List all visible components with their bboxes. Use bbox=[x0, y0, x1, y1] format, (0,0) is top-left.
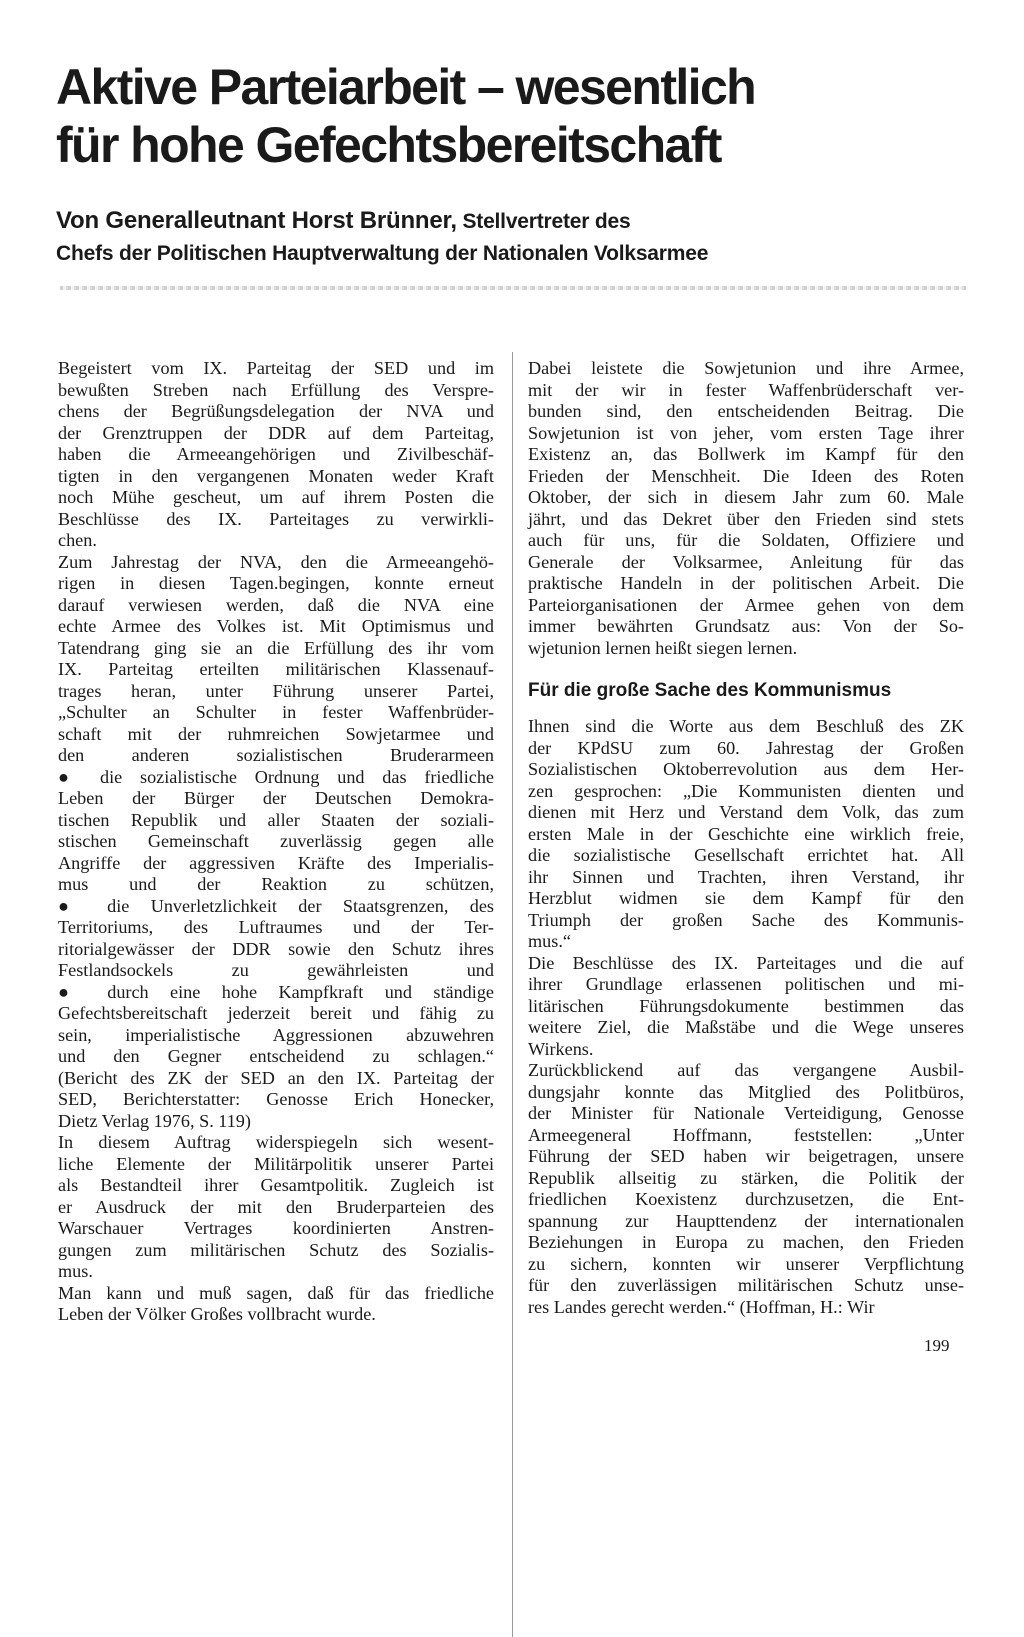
text-line: den anderen sozialistischen Bruderarmeen bbox=[58, 745, 494, 765]
text-line: Republik allseitig zu stärken, die Politik der bbox=[528, 1167, 964, 1188]
text-line: Sowjetunion ist von jeher, vom ersten Tage ihrer bbox=[528, 422, 964, 443]
text-line: trages heran, unter Führung unserer Partei, bbox=[58, 680, 494, 701]
text-line: mit der wir in fester Waffenbrüderschaft ver- bbox=[528, 379, 964, 400]
text-line: Begeistert vom IX. Parteitag der SED und im bbox=[58, 358, 494, 378]
text-line: Generale der Volksarmee, Anleitung für das bbox=[528, 551, 964, 572]
text-line: weitere Ziel, die Maßstäbe und die Wege unseres bbox=[528, 1017, 964, 1037]
text-line: chen. bbox=[58, 530, 97, 550]
text-line: mus. bbox=[58, 1261, 93, 1281]
text-line: die sozialistische Gesellschaft errichtet hat. All bbox=[528, 845, 964, 865]
text-line: liche Elemente der Militärpolitik unserer Partei bbox=[58, 1153, 494, 1174]
text-line: mus.“ bbox=[528, 931, 571, 951]
separator-rule bbox=[60, 286, 966, 290]
text-line: Angriffe der aggressiven Kräfte des Imperialis- bbox=[58, 852, 494, 873]
text-line: spannung zur Haupttendenz der internationalen bbox=[528, 1210, 964, 1231]
text-line: Oktober, der sich in diesem Jahr zum 60. Male bbox=[528, 487, 964, 507]
text-line: Dabei leistete die Sowjetunion und ihre Armee, bbox=[528, 358, 964, 378]
text-line: Beziehungen in Europa zu machen, den Frieden bbox=[528, 1232, 964, 1252]
article-title bbox=[56, 58, 996, 174]
text-line: friedlichen Koexistenz durchzusetzen, die Ent- bbox=[528, 1189, 964, 1209]
text-line: der Minister für Nationale Verteidigung, Genosse bbox=[528, 1103, 964, 1123]
text-line: tischen Republik und aller Staaten der soziali- bbox=[58, 809, 494, 830]
text-line: tigten in den vergangenen Monaten weder Kraft bbox=[58, 465, 494, 486]
text-line: für den zuverlässigen militärischen Schutz unse- bbox=[528, 1275, 964, 1295]
text-line: (Bericht des ZK der SED an den IX. Parteitag der bbox=[58, 1067, 494, 1088]
text-line: zen gesprochen: „Die Kommunisten dienten und bbox=[528, 780, 964, 801]
text-line: ritorialgewässer der DDR sowie den Schutz ihres bbox=[58, 938, 494, 959]
text-line: bewußten Streben nach Erfüllung des Verspre- bbox=[58, 379, 494, 400]
right-column-bottom bbox=[528, 716, 964, 1318]
page-number: 199 bbox=[924, 1336, 950, 1355]
text-line: Armeegeneral Hoffmann, feststellen: „Unter bbox=[528, 1124, 964, 1145]
text-line: ihr Sinnen und Trachten, ihren Verstand, ihr bbox=[528, 866, 964, 887]
column-divider bbox=[512, 352, 513, 1637]
text-line: wjetunion lernen heißt siegen lernen. bbox=[528, 637, 798, 658]
text-line: echte Armee des Volkes ist. Mit Optimismus und bbox=[58, 616, 494, 636]
text-line: auch für uns, für die Soldaten, Offiziere und bbox=[528, 530, 964, 550]
text-line: dungsjahr konnte das Mitglied des Politbüros, bbox=[528, 1081, 964, 1102]
text-line: „Schulter an Schulter in fester Waffenbrüder- bbox=[58, 702, 494, 722]
text-line: Leben der Bürger der Deutschen Demokra- bbox=[58, 788, 494, 808]
text-line: der KPdSU zum 60. Jahrestag der Großen bbox=[528, 737, 964, 758]
text-line: Ihnen sind die Worte aus dem Beschluß des ZK bbox=[528, 716, 964, 736]
text-line: zu sichern, konnten wir unserer Verpflichtung bbox=[528, 1253, 964, 1274]
byline-line-1 bbox=[56, 205, 996, 238]
text-line: Frieden der Menschheit. Die Ideen des Roten bbox=[528, 465, 964, 486]
text-line: Dietz Verlag 1976, S. 119) bbox=[58, 1110, 251, 1131]
text-line: In diesem Auftrag widerspiegeln sich wesent- bbox=[58, 1132, 494, 1152]
text-line: Triumph der großen Sache des Kommunis- bbox=[528, 909, 964, 930]
text-line: darauf verwiesen werden, daß die NVA eine bbox=[58, 594, 494, 615]
author-role-2: Chefs der Politischen Hauptverwaltung der Nationalen Volksarmee bbox=[56, 242, 709, 265]
text-line: noch Mühe gescheut, um auf ihrem Posten die bbox=[58, 487, 494, 507]
title-line-2: für hohe Gefechtsbereitschaft bbox=[56, 117, 721, 173]
text-line: Herzblut widmen sie dem Kampf für den bbox=[528, 888, 964, 908]
text-line: als Bestandteil ihrer Gesamtpolitik. Zugleich ist bbox=[58, 1175, 494, 1195]
text-line: Beschlüsse des IX. Parteitages zu verwirkli- bbox=[58, 508, 494, 529]
author-name: Von Generalleutnant Horst Brünner, bbox=[56, 207, 457, 234]
text-line: der Grenztruppen der DDR auf dem Parteitag, bbox=[58, 422, 494, 443]
text-line: Zum Jahrestag der NVA, den die Armeeangehö- bbox=[58, 551, 494, 572]
text-line: praktische Handeln in der politischen Arbeit. Die bbox=[528, 573, 964, 593]
text-line: SED, Berichterstatter: Genosse Erich Honecker, bbox=[58, 1089, 494, 1109]
text-line: ● durch eine hohe Kampfkraft und ständige bbox=[58, 981, 494, 1002]
text-line: ihrer Grundlage erlassenen politischen und mi- bbox=[528, 974, 964, 994]
text-line: IX. Parteitag erteilten militärischen Klassenauf- bbox=[58, 659, 494, 679]
text-line: Existenz an, das Bollwerk im Kampf für den bbox=[528, 444, 964, 464]
text-line: sein, imperialistische Aggressionen abzuwehren bbox=[58, 1024, 494, 1045]
text-line: haben die Armeeangehörigen und Zivilbeschäf- bbox=[58, 444, 494, 464]
text-line: jährt, und das Dekret über den Frieden sind stets bbox=[528, 508, 964, 529]
text-line: litärischen Führungsdokumente bestimmen das bbox=[528, 995, 964, 1016]
text-line: Sozialistischen Oktoberrevolution aus dem Her- bbox=[528, 759, 964, 779]
text-line: Warschauer Vertrages koordinierten Anstren- bbox=[58, 1218, 494, 1238]
text-line: Führung der SED haben wir beigetragen, unsere bbox=[528, 1146, 964, 1166]
text-line: Wirkens. bbox=[528, 1038, 594, 1059]
text-line: bunden sind, den entscheidenden Beitrag. Die bbox=[528, 401, 964, 421]
section-heading: Für die große Sache des Kommunismus bbox=[528, 680, 892, 701]
text-line: gungen zum militärischen Schutz des Sozialis- bbox=[58, 1239, 494, 1260]
text-line: Parteiorganisationen der Armee gehen von dem bbox=[528, 594, 964, 615]
text-line: Territoriums, des Luftraumes und der Ter- bbox=[58, 917, 494, 937]
text-line: Die Beschlüsse des IX. Parteitages und die auf bbox=[528, 952, 964, 973]
text-line: rigen in diesen Tagen.begingen, konnte erneut bbox=[58, 573, 494, 593]
title-line-1: Aktive Parteiarbeit – wesentlich bbox=[56, 59, 756, 115]
text-line: stischen Gemeinschaft zuverlässig gegen alle bbox=[58, 831, 494, 851]
text-line: er Ausdruck der mit den Bruderparteien des bbox=[58, 1196, 494, 1217]
author-role-1: Stellvertreter des bbox=[462, 210, 631, 233]
text-line: Leben der Völker Großes vollbracht wurde. bbox=[58, 1304, 376, 1324]
text-line: Gefechtsbereitschaft jederzeit bereit und fähig zu bbox=[58, 1003, 494, 1023]
text-line: res Landes gerecht werden.“ (Hoffman, H.: Wir bbox=[528, 1296, 875, 1317]
left-column bbox=[58, 358, 494, 1326]
text-line: chens der Begrüßungsdelegation der NVA und bbox=[58, 401, 494, 421]
text-line: Tatendrang ging sie an die Erfüllung des ihr vom bbox=[58, 637, 494, 658]
text-line: immer bewährten Grundsatz aus: Von der So- bbox=[528, 616, 964, 636]
text-line: ersten Male in der Geschichte eine wirklich freie, bbox=[528, 823, 964, 844]
text-line: Zurückblickend auf das vergangene Ausbil- bbox=[528, 1060, 964, 1080]
text-line: dienen mit Herz und Verstand dem Volk, das zum bbox=[528, 802, 964, 822]
text-line: ● die Unverletzlichkeit der Staatsgrenzen, des bbox=[58, 895, 494, 916]
text-line: ● die sozialistische Ordnung und das friedliche bbox=[58, 766, 494, 787]
text-line: mus und der Reaktion zu schützen, bbox=[58, 874, 494, 894]
text-line: und den Gegner entscheidend zu schlagen.“ bbox=[58, 1046, 494, 1066]
text-line: schaft mit der ruhmreichen Sowjetarmee und bbox=[58, 723, 494, 744]
right-column-top bbox=[528, 358, 964, 659]
byline bbox=[56, 205, 996, 270]
text-line: Festlandsockels zu gewährleisten und bbox=[58, 960, 494, 980]
text-line: Man kann und muß sagen, daß für das friedliche bbox=[58, 1282, 494, 1303]
